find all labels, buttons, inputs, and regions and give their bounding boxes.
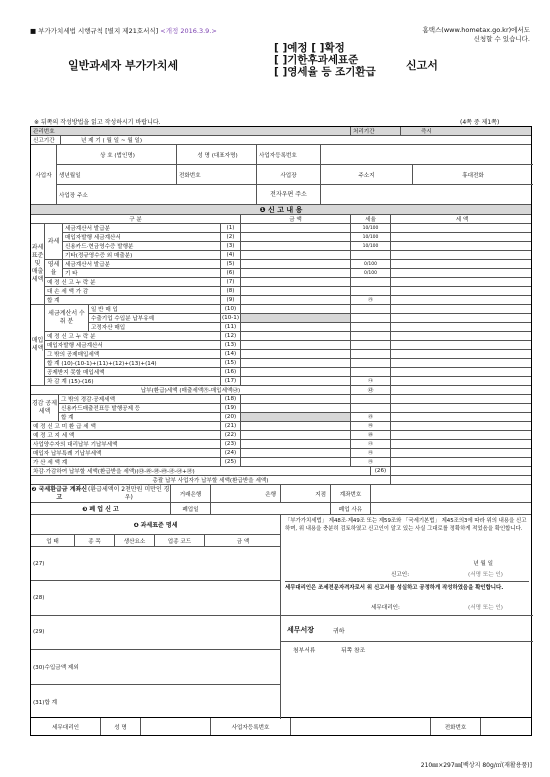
misc-row-4-tax[interactable] xyxy=(391,449,533,457)
purchase-row-3 xyxy=(31,323,531,332)
sales-row-3-rate: 10/100 xyxy=(351,242,391,250)
hometax-note: 홈택스(www.hometax.go.kr)에서도 신청할 수 있습니다. xyxy=(422,26,530,43)
decl-divider xyxy=(281,615,533,616)
deduct-row-1-no: (18) xyxy=(221,395,241,403)
purchase-row-2-amount[interactable] xyxy=(241,314,351,322)
misc-row-5-label: 가 산 세 액 계 xyxy=(31,458,221,466)
office-head[interactable]: 세무서장 xyxy=(287,626,315,634)
honorific: 귀하 xyxy=(333,628,345,635)
sales-row-5-no: (5) xyxy=(221,260,241,268)
attach-value: 뒤쪽 참조 xyxy=(341,648,366,654)
misc-row-4-no: (24) xyxy=(221,449,241,457)
sales-row-3-amount[interactable] xyxy=(241,242,351,250)
deduct-row-2-no: (19) xyxy=(221,404,241,412)
deduct-row-2-tax[interactable] xyxy=(391,404,533,412)
deduct-row-3-label: 합 계 xyxy=(59,413,221,421)
attach-label: 첨부서류 xyxy=(293,648,316,654)
misc-row-3-no: (23) xyxy=(221,440,241,448)
deduct-row-3-amount[interactable] xyxy=(241,413,351,421)
opt-early-refund[interactable]: [ ]영세율 등 조기환급 xyxy=(274,66,376,78)
purchase-row-6-rate xyxy=(351,350,391,358)
misc-row-1-rate: ㉲ xyxy=(351,422,391,430)
dob-field[interactable]: 생년월일 xyxy=(57,165,177,185)
purchase-row-9-no: (17) xyxy=(221,377,241,385)
attach-divider xyxy=(281,641,533,642)
misc-row-4-amount[interactable] xyxy=(241,449,351,457)
sales-group-label: 과세 표준 및 매출 세액 xyxy=(31,224,45,305)
sales-row-5-tax[interactable] xyxy=(391,260,533,268)
misc-row-2-rate: ㉳ xyxy=(351,431,391,439)
purchase-row-1-tax[interactable] xyxy=(391,305,533,313)
agent-regno-field[interactable] xyxy=(291,718,431,735)
tax-form xyxy=(30,126,532,718)
misc-row-4 xyxy=(31,449,531,458)
purchase-row-9-tax[interactable] xyxy=(391,377,533,385)
misc-row-1-no: (21) xyxy=(221,422,241,430)
net-payable-no: (26) xyxy=(371,467,391,475)
sales-row-6-label: 기 타 xyxy=(63,269,221,277)
sales-row-4-no: (4) xyxy=(221,251,241,259)
base-col-1: 업 태 xyxy=(31,535,75,547)
payable-tax[interactable] xyxy=(391,386,533,394)
purchase-row-7-rate xyxy=(351,359,391,367)
purchase-row-7 xyxy=(31,359,531,368)
misc-row-1 xyxy=(31,422,531,431)
sales-row-6-amount[interactable] xyxy=(241,269,351,277)
purchase-row-5-tax[interactable] xyxy=(391,341,533,349)
base-col-3: 생산요소 xyxy=(115,535,155,547)
sales-row-9-amount[interactable] xyxy=(241,296,351,304)
deduct-row-3-no: (20) xyxy=(221,413,241,421)
biz-address-field[interactable]: 사업장 주소 xyxy=(57,185,257,205)
biz-reg-no-field[interactable] xyxy=(321,145,533,165)
total-payable-label: 총괄 납부 사업자가 납부할 세액(환급받을 세액) xyxy=(31,476,391,484)
deduct-row-2-label: 신용카드매출전표등 발행공제 등 xyxy=(59,404,221,412)
sales-row-7-amount[interactable] xyxy=(241,278,351,286)
base-col-5: 금 액 xyxy=(205,535,281,547)
sales-row-4-label: 기타(정규영수증 외 매출분) xyxy=(63,251,221,259)
misc-row-2-tax[interactable] xyxy=(391,431,533,439)
bank-label: 거래은행 xyxy=(171,485,211,502)
sales-row-7-tax[interactable] xyxy=(391,278,533,286)
misc-row-2-amount[interactable] xyxy=(241,431,351,439)
deduct-row-1 xyxy=(31,395,531,404)
sales-row-1 xyxy=(31,224,531,233)
purchase-row-3-tax[interactable] xyxy=(391,323,533,331)
deduct-row-3-rate: ㉱ xyxy=(351,413,391,421)
purchase-row-5-rate xyxy=(351,341,391,349)
account-label: 계좌번호 xyxy=(331,485,371,502)
sales-row-9-no: (9) xyxy=(221,296,241,304)
branch-field[interactable]: 지점 xyxy=(281,485,331,502)
base-row-5[interactable]: (31)합 계 xyxy=(33,699,58,706)
base-row-4[interactable]: (30)수입금액 제외 xyxy=(31,650,280,684)
zero-rate-label: 영세율 xyxy=(45,260,63,278)
sales-row-6 xyxy=(31,269,531,278)
sales-row-9-rate: ㉮ xyxy=(351,296,391,304)
page-number: (4쪽 중 제1쪽) xyxy=(460,119,500,126)
purchase-row-5-amount[interactable] xyxy=(241,341,351,349)
purchase-row-3-rate xyxy=(351,323,391,331)
tax-base-title: ❹ 과세표준 명세 xyxy=(31,515,280,535)
declarant-label: 신고인: xyxy=(391,572,410,578)
closure-date-label: 폐업일 xyxy=(171,503,211,514)
purchase-row-4 xyxy=(31,332,531,341)
misc-row-1-tax[interactable] xyxy=(391,422,533,430)
sales-row-5 xyxy=(31,260,531,269)
closure-row xyxy=(31,503,531,515)
trade-name-field[interactable]: 상 호 (법인명) xyxy=(57,145,177,165)
purchase-row-1-label: 일 반 매 입 xyxy=(89,305,221,313)
deduct-group-label: 경감 공제 세액 xyxy=(31,395,59,422)
sales-row-9-label: 합 계 xyxy=(45,296,221,304)
sales-row-1-amount[interactable] xyxy=(241,224,351,232)
bank-field[interactable]: 은행 xyxy=(211,485,281,502)
purchase-row-1-amount[interactable] xyxy=(241,305,351,313)
misc-row-1-label: 예 정 신 고 미 환 급 세 액 xyxy=(31,422,221,430)
sales-row-8-no: (8) xyxy=(221,287,241,295)
sales-row-7-rate xyxy=(351,278,391,286)
net-payable-tax[interactable] xyxy=(391,467,533,475)
sales-row-8-tax[interactable] xyxy=(391,287,533,295)
purchase-row-9-rate: ㉯ xyxy=(351,377,391,385)
base-col-4: 업종 코드 xyxy=(155,535,205,547)
mgmt-row: 관리번호 처리기간 즉시 xyxy=(31,127,531,136)
decl-text: 「부가가치세법」 제48조·제49조 또는 제59조와 「국세기본법」 제45조의3에 따라 위의 내용을 신고하며, 위 내용을 충분히 검토하였고 신고인이 알고 있는 사실 그대로를 정확하게 적었음을 확인합니다. xyxy=(285,518,527,532)
sales-row-7-label: 예 정 신 고 누 락 분 xyxy=(45,278,221,286)
purchase-row-6-tax[interactable] xyxy=(391,350,533,358)
purchase-row-7-amount[interactable] xyxy=(241,359,351,367)
sales-row-2-tax[interactable] xyxy=(391,233,533,241)
decl-date[interactable]: 년 월 일 xyxy=(473,561,493,567)
payable-row xyxy=(31,386,531,395)
misc-row-3-label: 사업양수자의 대리납부 기납부세액 xyxy=(31,440,221,448)
closure-label: ❸ 폐 업 신 고 xyxy=(31,503,171,514)
misc-row-5-amount[interactable] xyxy=(241,458,351,466)
base-row-2[interactable]: (28) xyxy=(31,581,280,615)
taxable-label: 과세 xyxy=(45,224,63,260)
instruction-note: ※ 뒤쪽의 작성방법을 읽고 작성하시기 바랍니다. xyxy=(34,119,161,126)
net-payable-label: 차감·가감하여 납부할 세액(환급받을 세액)(㉰-㉱-㉲-㉳-㉴-㉵+㉶) xyxy=(31,467,371,475)
agent-name-field[interactable] xyxy=(141,718,211,735)
base-row-1[interactable]: (27) xyxy=(31,547,280,581)
column-header: 구 분 금 액 세율 세 액 xyxy=(31,215,531,224)
sales-row-2-label: 매입자발행 세금계산서 xyxy=(63,233,221,241)
sales-row-6-rate: 0/100 xyxy=(351,269,391,277)
sales-row-4-rate xyxy=(351,251,391,259)
purchase-row-4-tax[interactable] xyxy=(391,332,533,340)
net-payable-row xyxy=(31,467,531,476)
sales-row-1-label: 세금계산서 발급분 xyxy=(63,224,221,232)
purchase-row-4-label: 예 정 신 고 누 락 분 xyxy=(45,332,221,340)
purchase-row-8-tax[interactable] xyxy=(391,368,533,376)
sales-row-4 xyxy=(31,251,531,260)
purchase-row-5-no: (13) xyxy=(221,341,241,349)
tax-invoice-label: 세금계산서 수 취 분 xyxy=(45,305,89,332)
purchase-row-1 xyxy=(31,305,531,314)
purchase-row-3-amount[interactable] xyxy=(241,323,351,331)
sales-row-4-tax[interactable] xyxy=(391,251,533,259)
misc-row-5 xyxy=(31,458,531,467)
form-title: 일반과세자 부가가치세 [ ]예정 [ ]확정 [ ]기한후과세표준 [ ]영세율 등 조기환급 신고서 xyxy=(68,42,438,78)
refund-label: ❷ 국세환급금 계좌신고 (환급세액이 2천만원 미만인 경우) xyxy=(31,485,170,501)
agent-phone-field[interactable] xyxy=(481,718,533,735)
purchase-row-8-no: (16) xyxy=(221,368,241,376)
sales-row-5-rate: 0/100 xyxy=(351,260,391,268)
base-col-2: 종 목 xyxy=(75,535,115,547)
payable-label: 납부(환급)세액 (매출세액㉮-매입세액㉯) xyxy=(31,386,351,394)
amendment-link[interactable]: <개정 2016.3.9.> xyxy=(160,27,217,35)
sales-row-1-tax[interactable] xyxy=(391,224,533,232)
misc-row-5-rate: ㉶ xyxy=(351,458,391,466)
opt-late-filing[interactable]: [ ]기한후과세표준 xyxy=(274,54,359,66)
rep-name-field[interactable]: 성 명 (대표자명) xyxy=(177,145,257,165)
purchase-row-7-no: (15) xyxy=(221,359,241,367)
purchase-row-4-rate xyxy=(351,332,391,340)
total-payable-row xyxy=(31,476,531,485)
purchase-row-8-amount[interactable] xyxy=(241,368,351,376)
purchase-row-8-rate xyxy=(351,368,391,376)
sales-row-3 xyxy=(31,242,531,251)
sales-row-8-amount[interactable] xyxy=(241,287,351,295)
purchase-row-2-rate xyxy=(351,314,391,322)
misc-row-5-tax[interactable] xyxy=(391,458,533,466)
purchase-group-label: 매입 세액 xyxy=(31,305,45,386)
agent-text: 세무대리인은 조세전문자격자로서 위 신고서를 성실하고 공정하게 작성하였음을 확인합니다. xyxy=(285,581,529,592)
period-field[interactable]: 년 제 기 ( 월 일 ~ 월 일) xyxy=(81,138,143,144)
misc-row-5-no: (25) xyxy=(221,458,241,466)
base-row-3[interactable]: (29) xyxy=(31,616,280,650)
misc-row-3-rate: ㉴ xyxy=(351,440,391,448)
purchase-row-5 xyxy=(31,341,531,350)
sales-row-9-tax[interactable] xyxy=(391,296,533,304)
sales-row-4-amount[interactable] xyxy=(241,251,351,259)
purchase-row-2-label: 수출기업 수입분 납부유예 xyxy=(89,314,221,322)
purchase-row-9-label: 차 감 계 (15)-(16) xyxy=(45,377,221,385)
regulation-line: ■ 부가가치세법 시행규칙 [별지 제21호서식] <개정 2016.3.9.> xyxy=(30,27,217,35)
purchase-row-7-tax[interactable] xyxy=(391,359,533,367)
misc-row-2 xyxy=(31,431,531,440)
purchase-row-6 xyxy=(31,350,531,359)
deduct-row-2-rate xyxy=(351,404,391,412)
sales-row-6-tax[interactable] xyxy=(391,269,533,277)
purchase-row-2-no: (10-1) xyxy=(221,315,240,321)
deduct-row-3 xyxy=(31,413,531,422)
declarant-sign[interactable]: (서명 또는 인) xyxy=(468,572,503,578)
purchase-row-2-tax[interactable] xyxy=(391,314,533,322)
refund-row xyxy=(31,485,531,503)
payable-mark: ㉰ xyxy=(351,386,391,394)
purchase-row-4-amount[interactable] xyxy=(241,332,351,340)
purchase-row-8 xyxy=(31,368,531,377)
sales-row-2-amount[interactable] xyxy=(241,233,351,241)
form-header xyxy=(30,26,530,86)
purchase-row-9 xyxy=(31,377,531,386)
misc-row-4-rate: ㉵ xyxy=(351,449,391,457)
sales-row-7-no: (7) xyxy=(221,278,241,286)
deduct-row-1-amount[interactable] xyxy=(241,395,351,403)
closure-date-field[interactable] xyxy=(211,503,331,514)
sales-row-5-label: 세금계산서 발급분 xyxy=(63,260,221,268)
misc-row-3-tax[interactable] xyxy=(391,440,533,448)
declaration xyxy=(281,515,533,719)
purchase-row-4-no: (12) xyxy=(221,332,241,340)
sales-row-7 xyxy=(31,278,531,287)
deduct-row-1-tax[interactable] xyxy=(391,395,533,403)
deduct-row-1-rate xyxy=(351,395,391,403)
business-block: 사업자 상 호 (법인명) 성 명 (대표자명) 사업자등록번호 생년월일 전화번호 사업장 주소지 휴대전화 사업장 주소 전자우편 주소 xyxy=(31,145,531,205)
sales-row-1-no: (1) xyxy=(221,224,241,232)
sales-row-2 xyxy=(31,233,531,242)
purchase-row-1-no: (10) xyxy=(221,305,241,313)
sales-row-1-rate: 10/100 xyxy=(351,224,391,232)
closure-reason-field[interactable] xyxy=(371,503,533,514)
sales-row-8-rate xyxy=(351,287,391,295)
purchase-row-6-label: 그 밖의 공제매입세액 xyxy=(45,350,221,358)
sales-row-9 xyxy=(31,296,531,305)
sales-row-2-no: (2) xyxy=(221,233,241,241)
section1-title: ❶ 신 고 내 용 xyxy=(31,205,531,215)
paper-spec: 210㎜×297㎜[백상지 80g/㎡(재활용품)] xyxy=(420,762,532,769)
sales-row-3-label: 신용카드·현금영수증 발행분 xyxy=(63,242,221,250)
sales-row-6-no: (6) xyxy=(221,269,241,277)
deduct-row-2-amount[interactable] xyxy=(241,404,351,412)
deduct-row-3-tax[interactable] xyxy=(391,413,533,421)
agent-label: 세무대리인: xyxy=(371,605,400,611)
misc-row-1-amount[interactable] xyxy=(241,422,351,430)
email-field[interactable] xyxy=(321,185,533,205)
period-row: 신고기간 년 제 기 ( 월 일 ~ 월 일) xyxy=(31,136,531,145)
misc-row-3-amount[interactable] xyxy=(241,440,351,448)
deduct-row-1-label: 그 밖의 경감·공제세액 xyxy=(59,395,221,403)
misc-row-3 xyxy=(31,440,531,449)
misc-row-2-no: (22) xyxy=(221,431,241,439)
purchase-row-3-no: (11) xyxy=(221,323,241,331)
sales-row-8-label: 대 손 세 액 가 감 xyxy=(45,287,221,295)
agent-footer: 세무대리인 성 명 사업자등록번호 전화번호 xyxy=(30,718,532,736)
purchase-row-5-label: 매입자발행 세금계산서 xyxy=(45,341,221,349)
purchase-row-3-label: 고정자산 매입 xyxy=(89,323,221,331)
deduct-row-2 xyxy=(31,404,531,413)
sales-row-5-amount[interactable] xyxy=(241,260,351,268)
misc-row-2-label: 예 정 고 지 세 액 xyxy=(31,431,221,439)
sales-row-2-rate: 10/100 xyxy=(351,233,391,241)
purchase-row-9-amount[interactable] xyxy=(241,377,351,385)
sales-row-8 xyxy=(31,287,531,296)
account-field[interactable] xyxy=(371,485,533,502)
closure-reason-label: 폐업 사유 xyxy=(331,503,371,514)
purchase-row-6-no: (14) xyxy=(221,350,241,358)
sales-row-3-tax[interactable] xyxy=(391,242,533,250)
misc-row-4-label: 매입자 납부특례 기납부세액 xyxy=(31,449,221,457)
purchase-row-2 xyxy=(31,314,531,323)
purchase-row-8-label: 공제받지 못할 매입세액 xyxy=(45,368,221,376)
tax-base-detail xyxy=(31,515,281,719)
purchase-row-7-label: 합 계 (10)-(10-1)+(11)+(12)+(13)+(14) xyxy=(45,359,221,367)
purchase-row-6-amount[interactable] xyxy=(241,350,351,358)
total-payable-tax[interactable] xyxy=(391,476,533,484)
sales-row-3-no: (3) xyxy=(221,242,241,250)
purchase-row-1-rate xyxy=(351,305,391,313)
agent-sign[interactable]: (서명 또는 인) xyxy=(468,605,503,611)
opt-prelim-final[interactable]: [ ]예정 [ ]확정 xyxy=(274,42,345,54)
